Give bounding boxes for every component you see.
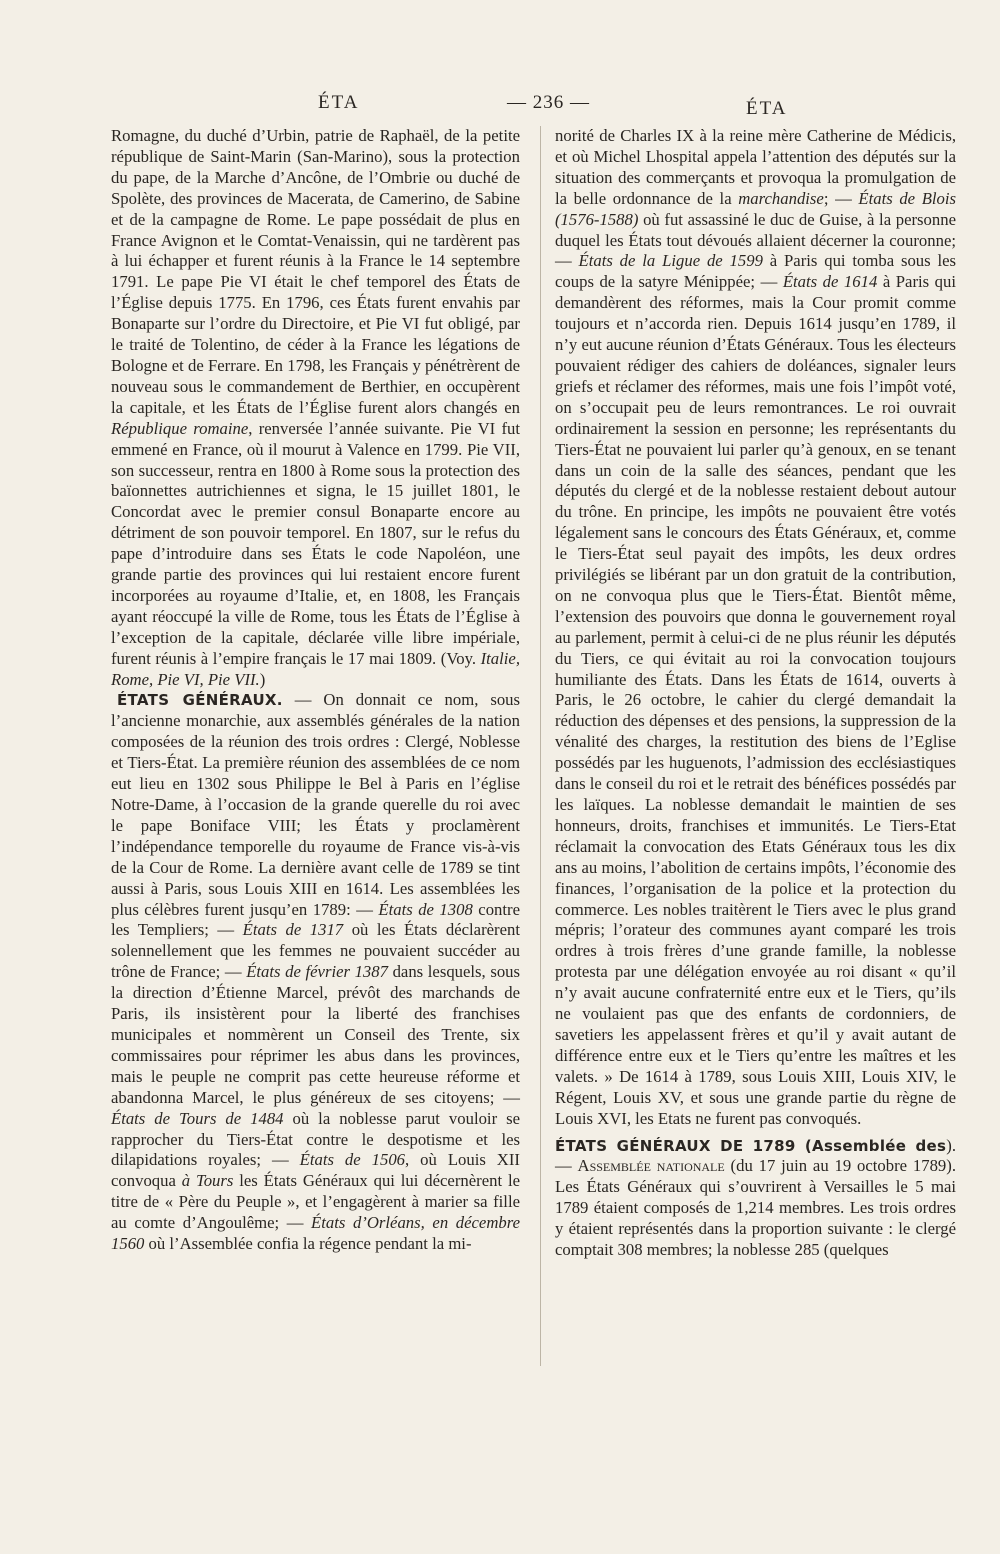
italic-term: États de Tours de 1484 (111, 1108, 284, 1128)
italic-term: à Tours (181, 1171, 234, 1191)
left-column (111, 126, 520, 1255)
italic-term: États de 1614 (782, 272, 878, 292)
column-divider (540, 126, 541, 1366)
page-header (0, 92, 1000, 122)
text-run: à Paris qui demandèrent des réformes, mais la Cour promit comme toujours et n’accorda rien. Depuis 1614 jusqu’en 1789, il n’y eut aucune réunion d’États Généraux. Tous les électeurs pouvaient rédiger des cahiers de doléances, signaler leurs griefs et réclamer des réformes, mais une fois l’impôt voté, on s’occupait peu de leurs remontrances. Le roi ouvrait ordinairement la session en personne; les représentants du Tiers-État ne pouvaient lui parler qu’à genoux, en se tenant dans un coin de la salle des séances, pendant que les députés du clergé et de la noblesse restaient debout autour du trône. En principe, les impôts ne pouvaient être votés légalement sans le concours des États Généraux, et, comme le Tiers-État seul payait des impôts, les deux ordres privilégiés se libérant par un don gratuit de la contribution, on ne convoqua plus que le Tiers-État. Bientôt même, l’extension des pouvoirs que donna le gouvernement royal au parlement, permit à celui-ci de ne plus réunir les députés du Tiers, ce qui évitait au roi la convocation toujours humiliante des États. Dans les États de 1614, ouverts à Paris, le 26 octobre, le cahier du clergé demandait la réduction des dépenses et des pensions, la suppression de la vénalité des charges, la restitution des biens de l’Eglise possédés par les huguenots, l’admission des ecclésiastiques dans le conseil du roi et le retrait des bénéfices possédés par les laïques. La noblesse demandait le maintien de ses honneurs, droits, franchises et immunités. Le Tiers-Etat réclamait la convocation des Etats Généraux tous les dix ans au moins, l’abolition de certains impôts, l’économie des finances, l’organisation de la police et la protection du commerce. Les nobles traitèrent le Tiers avec le plus grand mépris; l’orateur des communes ayant comparé les trois ordres à trois frères d’une grande famille, la noblesse protesta par une délégation envoyée au roi disant « qu’il n’y avait aucune confraternité entre eux et le Tiers, qu’ils ne voulaient pas que des enfants de cordonniers, de savetiers les appelassent frères et qu’il y avait autant de différence entre eux et le Tiers qu’entre les maîtres et les valets. » De 1614 à 1789, sous Louis XIII, Louis XIV, le Régent, Louis XV, et sous une grande partie du règne de Louis XVI, les Etats ne furent pas convoqués. (555, 272, 957, 1128)
paragraph-etats-continued (555, 126, 956, 1130)
entry-etats-generaux (111, 690, 520, 1254)
running-head-right: ÉTA (746, 98, 788, 119)
text-run: , où Louis XII convoqua (111, 1150, 520, 1191)
italic-crossref: Italie, Rome, Pie VI, Pie VII. (111, 648, 520, 689)
text-run: Romagne, du duché d’Urbin, patrie de Raphaël, de la petite république de Saint-Marin (San-Marino), sous la protection du pape, de la Marche d’Ancône, de l’Ombrie ou duché de Spolète, des provinces de Macerata, de Camerino, de Sabine et de la campagne de Rome. Le pape possédait de plus en France Avignon et le Comtat-Venaissin, qui ne tardèrent pas à lui échapper et furent réunis à la France le 14 septembre 1791. Le pape Pie VI était le chef temporel des États de l’Église depuis 1775. En 1796, ces États furent envahis par Bonaparte sur l’ordre du Directoire, et Pie VI fut obligé, par le traité de Tolentino, de céder à la France les légations de Bologne et de Ferrare. En 1798, les Français y pénétrèrent de nouveau sous le commandement de Berthier, en occupèrent la capitale, et les États de l’Église furent alors changés en (111, 126, 520, 417)
text-run: où les États déclarèrent solennellement que les femmes ne pouvaient succéder au trône de France; — (111, 920, 520, 982)
italic-term: États de février 1387 (246, 962, 388, 982)
running-head-left: ÉTA (318, 92, 360, 113)
text-run: — On donnait ce nom, sous l’ancienne monarchie, aux assemblés générales de la nation composées de la réunion des trois ordres : Clergé, Noblesse et Tiers-État. La première réunion des assemblées de ce nom eut lieu en 1302 sous Philippe le Bel à Paris en l’église Notre-Dame, à l’occasion de la grande querelle du roi avec le pape Boniface VIII; les États y proclamèrent l’indépendance temporelle du royaume de France vis-à-vis de la Cour de Rome. La dernière avant celle de 1789 se tint aussi à Paris, sous Louis XIII en 1614. Les assemblées les plus célèbres furent jusqu’en 1789: — (111, 690, 521, 919)
text-run: norité de Charles IX à la reine mère Catherine de Médicis, et où Michel Lhospital appela l’attention des députés sur la situation des commerçants et provoqua la promulgation de la belle ordonnance de la (555, 126, 956, 208)
text-run: ) (259, 669, 266, 689)
entry-headword: ÉTATS GÉNÉRAUX. (117, 691, 283, 710)
paragraph-etats-eglise (111, 126, 520, 690)
italic-term: États de 1317 (242, 920, 344, 940)
page-number: — 236 — (507, 92, 590, 113)
text-run: ; — (823, 188, 859, 208)
italic-term: États de Blois (1576-1588) (555, 188, 957, 229)
italic-term: marchandise (738, 188, 824, 208)
italic-term: États de 1308 (378, 899, 473, 919)
text-run: les États Généraux qui lui décernèrent le titre de « Père du Peuple », et l’engagèrent à marier sa fille au comte d’Angoulême; — (111, 1171, 520, 1233)
text-run: contre les Templiers; — (111, 899, 520, 940)
text-run: ). — (555, 1135, 956, 1176)
small-caps-term: Assemblée nationale (577, 1156, 725, 1176)
text-run: , renversée l’année suivante. Pie VI fut emmené en France, où il mourut à Valence en 1799. Pie VII, son successeur, rentra en 1800 à Rome sous la protection des baïonnettes autrichiennes et signa, le 15 juillet 1801, le Concordat avec le premier consul Bonaparte encore au détriment de son pouvoir temporel. En 1807, sur le refus du pape d’introduire dans ses États le code Napoléon, une grande partie des provinces qui lui restaient encore furent incorporées au royaume d’Italie, et, en 1808, les Français ayant réoccupé la ville de Rome, tous les États de l’Église à l’exception de la capitale, déclarée ville libre impériale, furent réunis à l’empire français le 17 mai 1809. (Voy. (111, 418, 520, 668)
entry-headword: ÉTATS GÉNÉRAUX DE 1789 (Assemblée des (555, 1136, 947, 1155)
right-column (555, 126, 956, 1261)
text-run: à Paris qui tomba sous les coups de la satyre Ménippée; — (555, 251, 957, 292)
text-run: (du 17 juin au 19 octobre 1789). Les États Généraux qui s’ouvrirent à Versailles le 5 mai 1789 étaient composés de 1,214 membres. Les trois ordres y étaient représentés dans la proportion suivante : le clergé comptait 308 membres; la noblesse 285 (quelques (555, 1156, 956, 1260)
text-run: où la noblesse parut vouloir se rapprocher du Tiers-État contre le despotisme et les dilapidations royales; — (111, 1108, 521, 1170)
italic-term: États de 1506 (299, 1150, 406, 1170)
text-run: où l’Assemblée confia la régence pendant la mi- (144, 1234, 472, 1254)
italic-term: République romaine (111, 418, 249, 438)
text-run: où fut assassiné le duc de Guise, à la personne duquel les États tout dévoués allaient décerner la couronne; — (555, 209, 956, 271)
italic-term: États de la Ligue de 1599 (578, 251, 763, 271)
text-run: dans lesquels, sous la direction d’Étienne Marcel, prévôt des marchands de Paris, ils insistèrent pour la liberté des franchises municipales et nommèrent un Conseil des Trente, six commissaires pour réprimer les abus dans les provinces, mais le peuple ne comprit pas cette heureuse réforme et abandonna Marcel, le plus généreux de ses citoyens; — (111, 962, 520, 1107)
italic-term: États d’Orléans, en décembre 1560 (111, 1213, 521, 1254)
entry-etats-generaux-1789 (555, 1136, 956, 1261)
